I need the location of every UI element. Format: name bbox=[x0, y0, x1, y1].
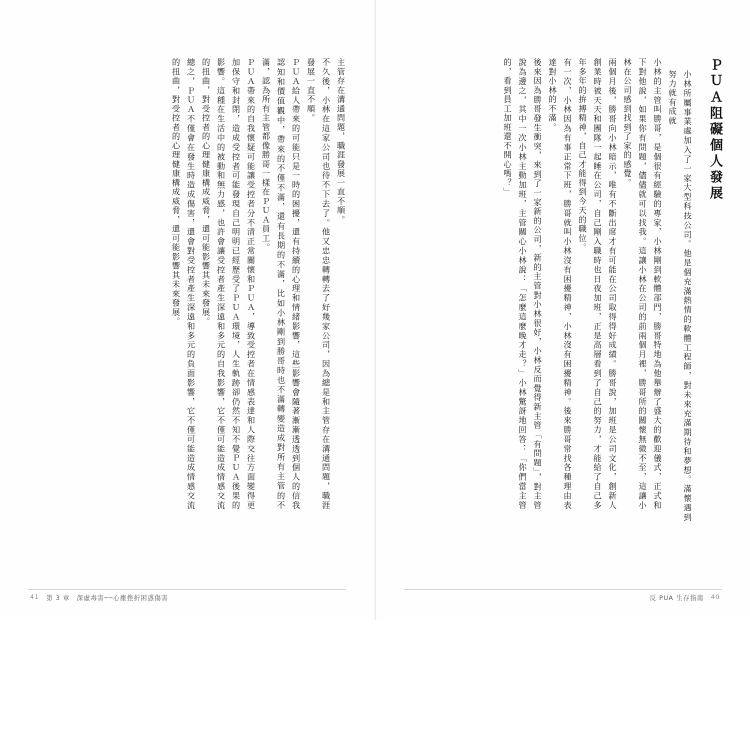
left-column-1: 主管存在溝通問題，職涯發展一直不順。 bbox=[336, 58, 347, 225]
right-page-footer bbox=[650, 593, 720, 602]
right-footer-rule bbox=[404, 589, 722, 590]
left-footer-title: 第 3 章 深虛毒害──心塵挫折困惑傷害 bbox=[46, 595, 169, 602]
left-page-number: 41 bbox=[30, 594, 40, 601]
right-footer-title: 反 PUA 生存指南 bbox=[649, 595, 704, 602]
right-page bbox=[376, 0, 750, 620]
right-column-2: 小林的主管叫勝哥，是個很有經驗的專家，小林剛到軟體部門，勝哥特地為他舉辦了盛大的歡迎儀式，正式和下對他說，如果你有問題，儘儘就可以找我。這讓小林在公司的前兩個月裡，勝哥所的關懷無微不至，這讓小林在公司感到找到了家的感覺。 bbox=[623, 58, 663, 510]
right-page-number: 40 bbox=[710, 594, 720, 601]
left-column-4: ＰＵＡ帶來的自我懷疑可能讓受控者分不清正常關懷和ＰＵＡ，導致受控者在情感表達和人際交往方面變得更加保守和封閉，造成受控者可能發現自己明明已經歷受了ＰＵＡ環境，人生軌跡卻仍然不知不覺ＰＵＡ後果的影響。這種在生活中的被動和無力感，也許會讓受控者產生深遠和多元的自我影響，它不僅可能造成情感交流的扭曲，對受控者的心理健康構成威脅，還可能影響其未來發展。 bbox=[201, 58, 257, 510]
right-column-4: 有一次，小林因為有事正常下班，勝哥就叫小林沒有困擾精神，小林沒有困擾精神。後來勝哥常找各種理由表達對小林的不滿。 bbox=[548, 58, 573, 510]
left-column-3: ＰＵＡ給人帶來的可能只是一時的困擾，還有持續的心理和情緒影響，這些影響會隨著漸漸透透到個人的信我認知和價值觀中，帶來的不僅不滿，還有長期的不滿，比如小林剛到勝哥時也不滿轉變造成對所有主管的不滿，認為所有主管都像勝哥一樣在ＰＵＡ員工。 bbox=[261, 58, 302, 510]
left-footer-rule bbox=[28, 589, 346, 590]
spread-gutter bbox=[374, 0, 377, 620]
right-column-1: 小林所屬事業處加入了一家大型科技公司。他是個充滿熱情的軟體工程師，對未來充滿期待和夢想。滿懷遇到努力就有成就 bbox=[668, 70, 693, 522]
right-column-3: 兩個月後，勝哥向小林暗示，唯有不斷出席才有可能在公司取得得好成績。勝哥說，加班是公司文化，創新人創業時被天天和團隊一起睡在公司，自己剛入職時也日夜加班，正是高層看到了自己的努力，才能給了自己多年多年的拚搏精神，自己才能得到今天的職位。 bbox=[578, 58, 618, 510]
left-page-footer bbox=[30, 593, 168, 602]
right-column-5: 後來因為勝哥發生衝突，來到了一家新的公司，新的主管對小林很好，小林反而覺得新主管「有問題」，對主管說為邊之，其中一次小林主動加班，主管關心小林說：「怎麼這麼晚才走？」小林驚訝地回答：「你們當主管的，看到員工加班還不開心嗎？」 bbox=[503, 58, 543, 510]
left-page bbox=[0, 0, 376, 620]
right-page-columns bbox=[402, 58, 725, 560]
left-column-5: 總之，ＰＵＡ不僅會在發生時造成傷害，還會對受控者產生深遠和多元的負面影響，它不僅可能造成情感交流的扭曲，對受控者的心理健康構成威脅，還可能影響其未來發展。 bbox=[171, 58, 197, 510]
left-page-columns bbox=[26, 58, 349, 560]
section-heading: ＰＵＡ阻礙個人發展 bbox=[707, 58, 722, 202]
left-column-2: 不久後，小林在這家公司也待不下去了。他又忠忠轉轉去了好幾家公司，因為總是和主管存在溝通問題，職涯發展一直不順。 bbox=[306, 58, 332, 510]
